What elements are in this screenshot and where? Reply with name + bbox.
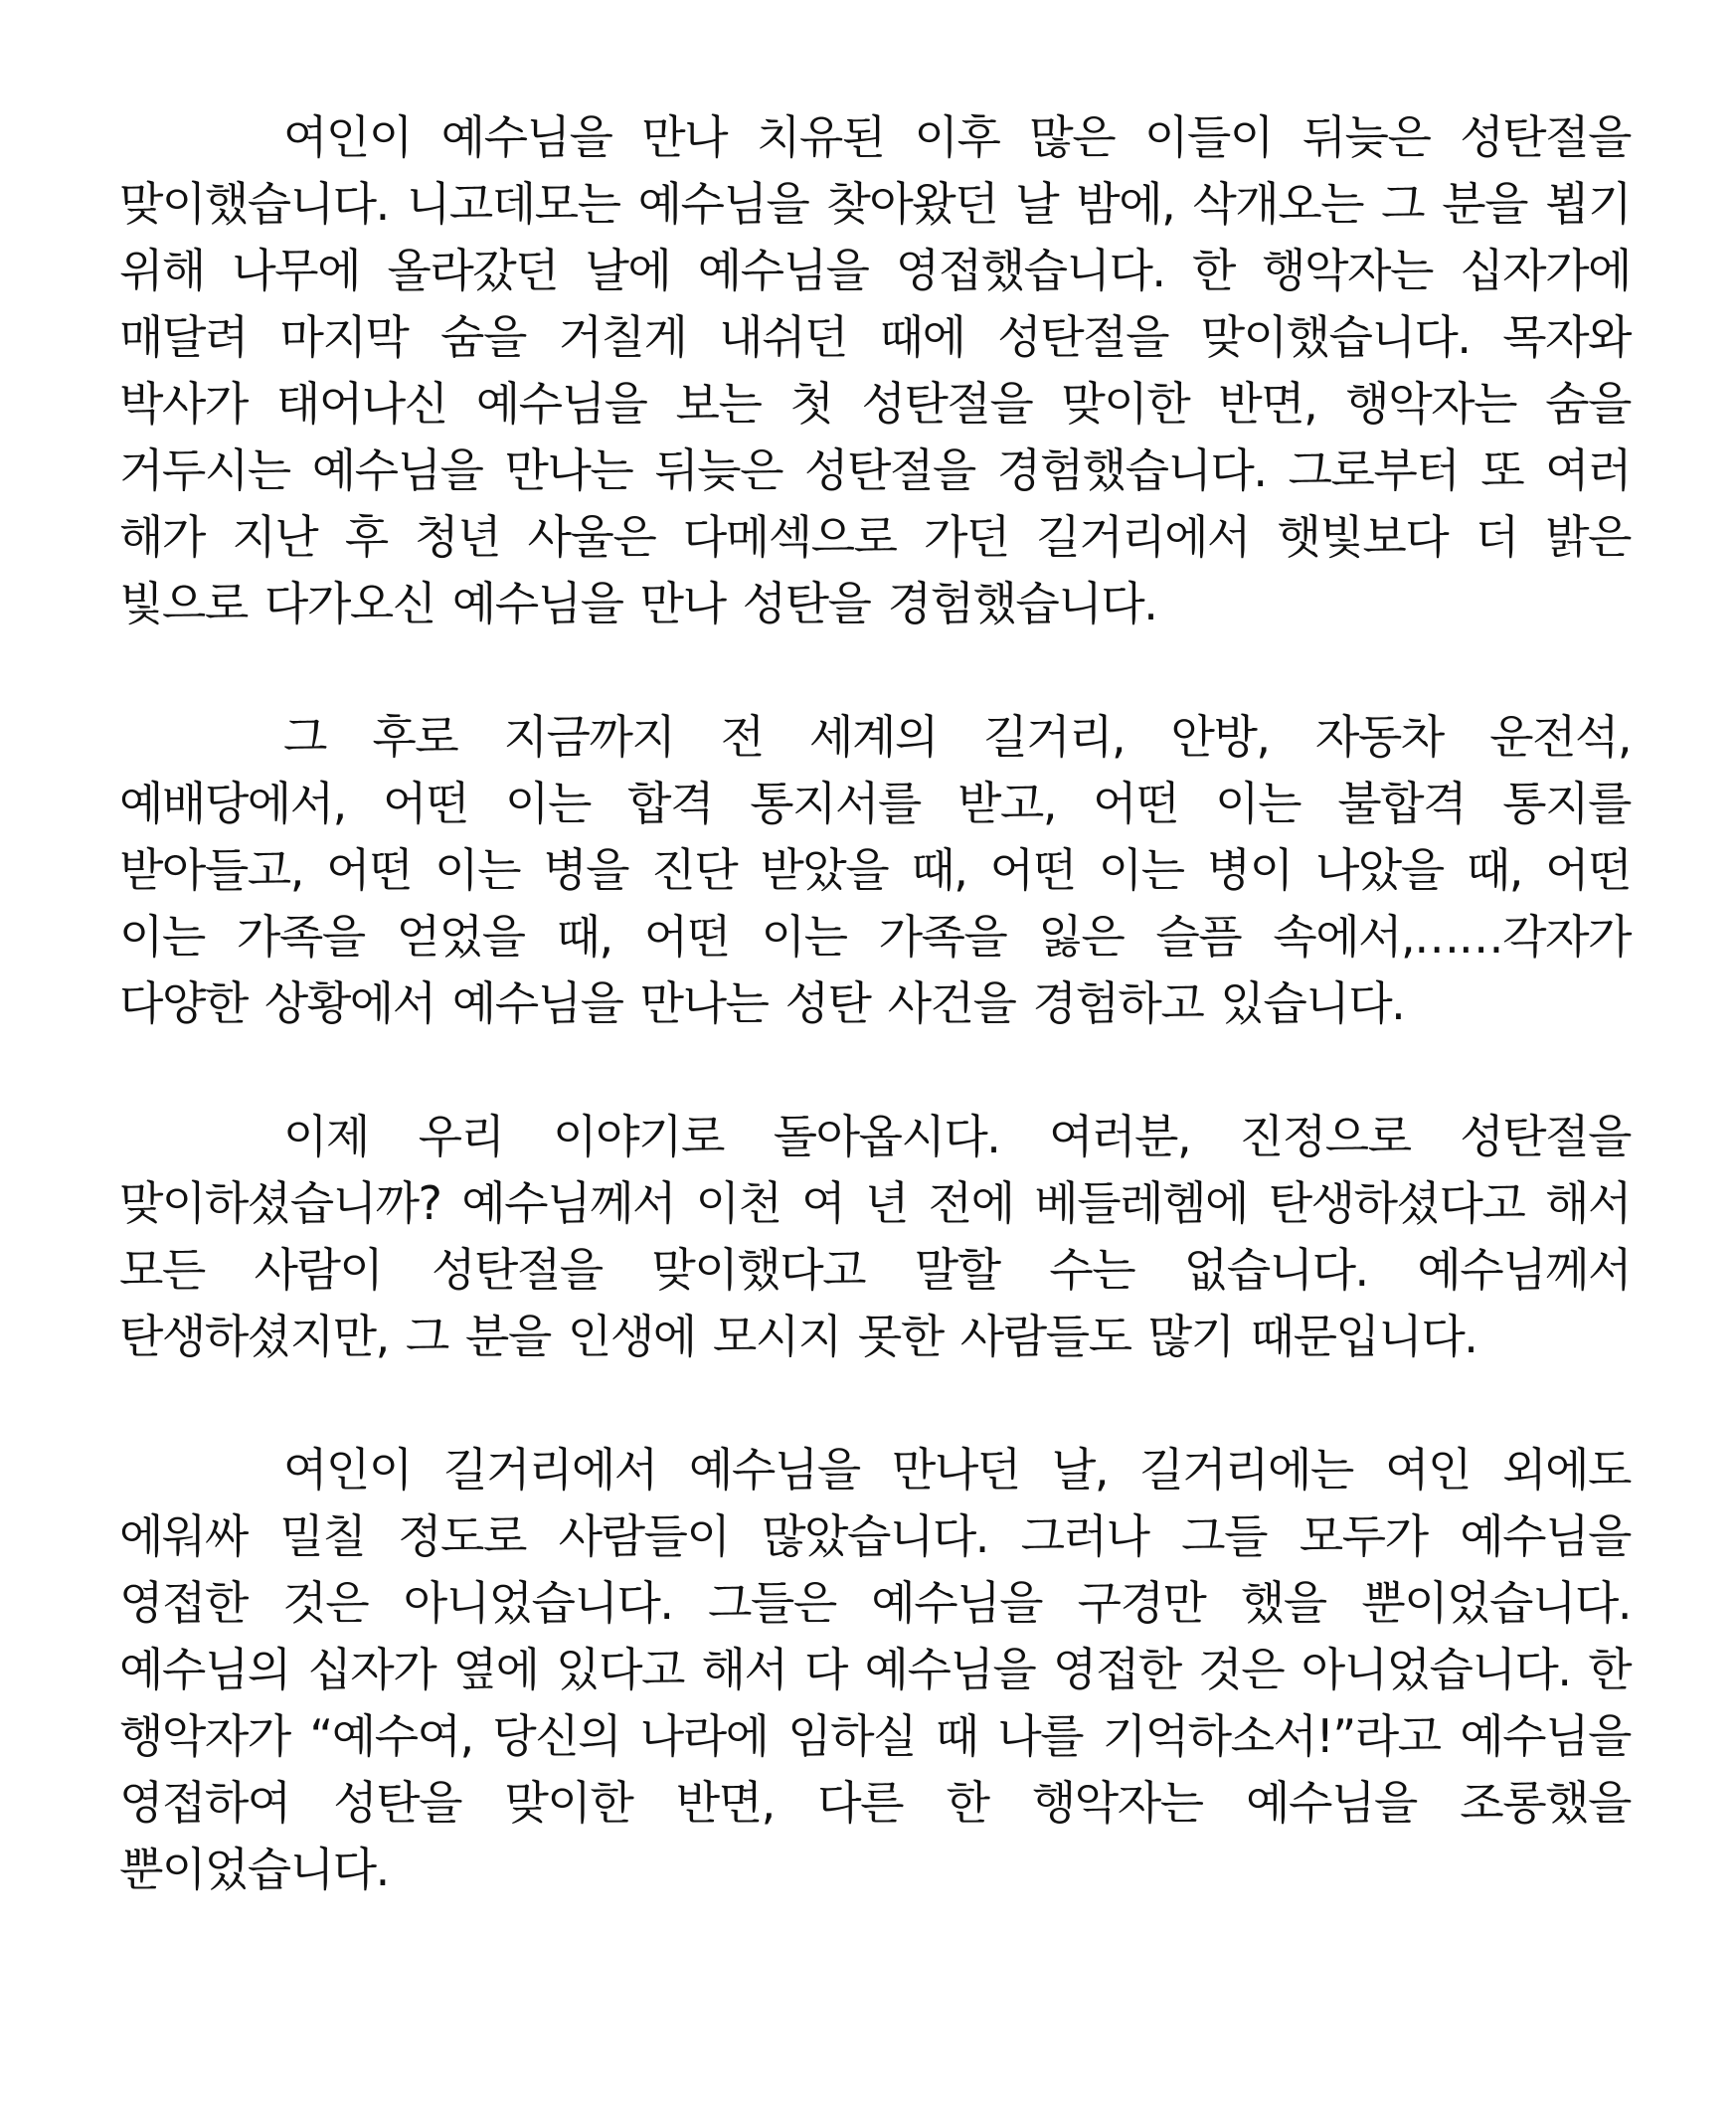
paragraph-4: 여인이 길거리에서 예수님을 만나던 날, 길거리에는 여인 외에도 에워싸 밀칠 정도로 사람들이 많았습니다. 그러나 그들 모두가 예수님을 영접한 것은 아니었습니다. 그들은 예수님을 구경만 했을 뿐이었습니다. 예수님의 십자가 옆에 있다고 해서 다 예수님을 영접한 것은 아니었습니다. 한 행악자가 “예수여, 당신의 나라에 임하실 때 나를 기억하소서!”라고 예수님을 영접하여 성탄을 맞이한 반면, 다른 한 행악자는 예수님을 조롱했을 뿐이었습니다. — [119, 1443, 1631, 1896]
paragraph-3: 이제 우리 이야기로 돌아옵시다. 여러분, 진정으로 성탄절을 맞이하셨습니까? 예수님께서 이천 여 년 전에 베들레헴에 탄생하셨다고 해서 모든 사람이 성탄절을 맞이했다고 말할 수는 없습니다. 예수님께서 탄생하셨지만, 그 분을 인생에 모시지 못한 사람들도 많기 때문입니다. — [119, 1110, 1631, 1363]
paragraph-2: 그 후로 지금까지 전 세계의 길거리, 안방, 자동차 운전석, 예배당에서, 어떤 이는 합격 통지서를 받고, 어떤 이는 불합격 통지를 받아들고, 어떤 이는 병을 진단 받았을 때, 어떤 이는 병이 나았을 때, 어떤 이는 가족을 얻었을 때, 어떤 이는 가족을 잃은 슬픔 속에서,……각자가 다양한 상황에서 예수님을 만나는 성탄 사건을 경험하고 있습니다. — [119, 710, 1631, 1030]
paragraph-1: 여인이 예수님을 만나 치유된 이후 많은 이들이 뒤늦은 성탄절을 맞이했습니다. 니고데모는 예수님을 찾아왔던 날 밤에, 삭개오는 그 분을 뵙기 위해 나무에 올라갔던 날에 예수님을 영접했습니다. 한 행악자는 십자가에 매달려 마지막 숨을 거칠게 내쉬던 때에 성탄절을 맞이했습니다. 목자와 박사가 태어나신 예수님을 보는 첫 성탄절을 맞이한 반면, 행악자는 숨을 거두시는 예수님을 만나는 뒤늦은 성탄절을 경험했습니다. 그로부터 또 여러 해가 지난 후 청년 사울은 다메섹으로 가던 길거리에서 햇빛보다 더 밝은 빛으로 다가오신 예수님을 만나 성탄을 경험했습니다. — [119, 110, 1631, 630]
document-body — [119, 104, 1631, 1903]
